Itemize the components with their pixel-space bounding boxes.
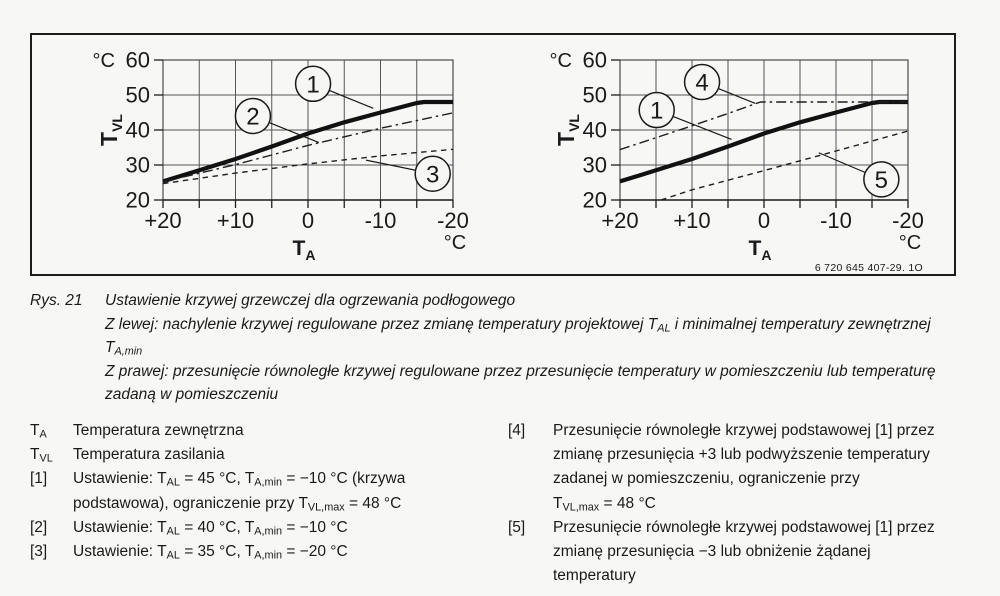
x-tick-label: +10	[673, 208, 711, 233]
legend-line: Ustawienie: $T_{AL} = 45$ °C, $T_{A,min} = -10$ °C (krzywa	[73, 470, 406, 489]
x-axis-title: TA	[748, 237, 772, 263]
x-tick-label: -20	[437, 208, 469, 233]
legend-item	[30, 540, 500, 564]
figure-caption-line: Ustawienie krzywej grzewczej dla ogrzewania podłogowego	[105, 292, 516, 309]
y-tick-label: 50	[125, 82, 150, 108]
x-tick-label: -20	[892, 208, 924, 233]
legend-item	[30, 516, 500, 540]
y-axis-unit: °C	[92, 50, 115, 72]
figure-doc-number: 6 720 645 407-29. 1O	[814, 262, 923, 274]
legend-item	[30, 443, 500, 467]
y-tick-label: 20	[125, 187, 150, 213]
figure-number: Rys. 21	[30, 292, 83, 309]
figure-caption	[30, 289, 936, 407]
x-tick-label: 0	[301, 208, 315, 233]
legend-term: [5]	[508, 518, 526, 536]
callout-label-5: 5	[874, 166, 889, 194]
y-axis-title-group	[553, 114, 582, 146]
x-axis-unit: °C	[898, 232, 922, 254]
legend-right-column	[508, 419, 988, 588]
y-tick-label: 60	[582, 47, 607, 73]
y-tick-label: 50	[582, 82, 607, 108]
x-tick-label: +20	[144, 208, 182, 233]
legend-line: Temperatura zasilania	[73, 446, 225, 464]
callout-label-3: 3	[426, 161, 440, 189]
legend-lines	[73, 467, 405, 515]
legend-line: zmianę przesunięcia +3 lub podwyższenie temperatury	[553, 446, 930, 464]
y-axis-unit: °C	[549, 50, 572, 72]
legend-term: [3]	[30, 543, 48, 561]
x-axis-title: TA	[292, 237, 316, 263]
callout-label-4: 4	[695, 69, 709, 97]
chart-left	[93, 48, 469, 264]
chart-right	[550, 48, 924, 264]
x-tick-label: -10	[364, 208, 397, 233]
legend-line: Temperatura zewnętrzna	[73, 422, 244, 439]
x-tick-label: -10	[820, 208, 852, 233]
figure-caption-text	[105, 289, 936, 407]
legend-term: $T_A$	[30, 422, 47, 441]
legend-lines	[73, 443, 225, 467]
legend-line: $T_{VL,max} = 48$ °C	[553, 494, 656, 513]
legend-lines	[73, 419, 244, 443]
heating-curves-figure	[30, 33, 956, 276]
legend-line: podstawowa), ograniczenie przy $T_{VL,max} = 48$ °C	[73, 494, 402, 513]
legend-lines	[73, 540, 348, 564]
legend-item	[508, 419, 988, 516]
y-tick-label: 40	[582, 117, 607, 143]
callout-leader-4	[718, 89, 755, 104]
x-tick-label: 0	[757, 208, 771, 233]
y-tick-label: 40	[125, 117, 150, 143]
callout-leader-1	[673, 116, 732, 139]
y-tick-label: 30	[125, 152, 150, 178]
x-tick-label: +20	[601, 208, 639, 233]
y-tick-label: 30	[582, 152, 607, 178]
figure-caption-line: $T_{A,min}$	[105, 339, 143, 358]
legend-term: [1]	[30, 470, 48, 488]
legend-lines	[553, 419, 935, 516]
y-axis-title: TVL	[96, 114, 125, 146]
legend-term: [2]	[30, 518, 48, 536]
legend-line: Przesunięcie równoległe krzywej podstawowej [1] przez	[553, 422, 935, 439]
y-axis-title-group	[96, 114, 125, 146]
figure-caption-line: Z prawej: przesunięcie równoległe krzywej regulowane przez przesunięcie temperatury w pomieszczeniu lub temperaturę	[105, 362, 936, 380]
legend-line: Ustawienie: $T_{AL} = 35$ °C, $T_{A,min} = -20$ °C	[73, 543, 348, 562]
legend-lines	[553, 516, 935, 589]
legend-line: Ustawienie: $T_{AL} = 40$ °C, $T_{A,min} = -10$ °C	[73, 518, 348, 538]
callout-label-2: 2	[246, 103, 260, 131]
legend-term: [4]	[508, 422, 526, 439]
legend-line: zmianę przesunięcia −3 lub obniżenie żądanej	[553, 543, 871, 561]
legend-lines	[73, 516, 348, 540]
figure-caption-line: zadaną w pomieszczeniu	[105, 386, 279, 403]
legend-left-column	[30, 419, 500, 564]
y-axis-title: TVL	[553, 114, 582, 146]
legend-item	[508, 516, 988, 589]
callout-label-1: 1	[650, 97, 664, 125]
legend-line: zadanej w pomieszczeniu, ograniczenie przy	[553, 470, 860, 488]
x-axis-unit: °C	[443, 232, 467, 254]
callout-leader-5	[819, 153, 866, 173]
x-tick-label: +10	[216, 208, 255, 233]
legend-item	[30, 467, 500, 515]
legend-term: $T_{VL}$	[30, 446, 53, 465]
legend-line: Przesunięcie równoległe krzywej podstawowej [1] przez	[553, 518, 935, 536]
callout-label-1: 1	[306, 71, 320, 99]
y-tick-label: 20	[582, 187, 607, 213]
legend-line: temperatury	[553, 567, 636, 585]
figure-caption-line: Z lewej: nachylenie krzywej regulowane przez zmianę temperatury projektowej $T_{AL}$ i minimalnej temperatury zewnętrznej	[105, 315, 931, 334]
callout-leader-1	[329, 90, 373, 108]
legend-item	[30, 419, 500, 443]
y-tick-label: 60	[125, 47, 150, 73]
heating-curves-svg	[32, 35, 954, 274]
